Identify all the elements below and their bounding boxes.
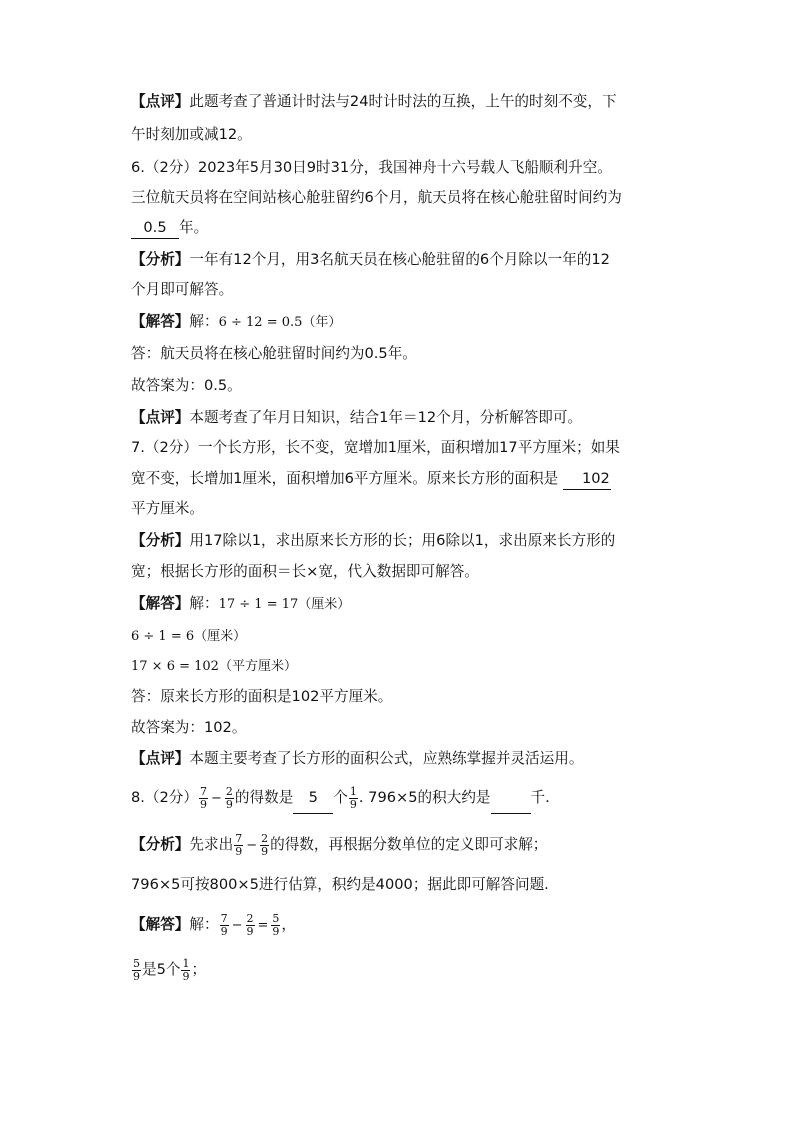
analysis-tag: 【分析】 [131,532,190,549]
comment-tag: 【点评】 [131,750,190,767]
q6-analysis-line-1 [131,250,610,270]
q6-comment: 本题考查了年月日知识，结合1年＝12个月，分析解答即可。 [189,409,583,426]
q5-comment-text-2: 午时刻加或减12。 [131,126,252,143]
analysis-tag: 【分析】 [131,836,190,853]
equals-sign: = [257,918,269,933]
q7-analysis-line-1 [131,531,615,551]
q8-solution-line [131,910,296,941]
q7-equation-1: 17 ÷ 1 = 17（厘米） [218,597,351,612]
q6-final-line [131,376,242,396]
q6-solution-line [131,312,341,333]
q8-last-unit-fraction: $\frac{1}{9}$ [182,956,190,983]
q8-solution-comma: ， [281,916,297,933]
q8-last-end: ； [191,961,207,978]
comment-tag: 【点评】 [131,409,190,426]
q7-equation-2: 6 ÷ 1 = 6（厘米） [131,629,247,644]
q8-analysis-text-2: 796×5可按800×5进行估算，积约是4000；据此即可解答问题. [131,876,549,893]
q7-solution-prefix: 解： [189,595,219,612]
q8-analysis-line-1 [131,830,547,861]
q7-analysis-text-1: 用17除以1，求出原来长方形的长；用6除以1，求出原来长方形的 [189,532,616,549]
q8-solution-fraction-7-9: $\frac{7}{9}$ [220,911,228,938]
q6-stem-text-2: 三位航天员将在空间站核心舱驻留约6个月，航天员将在核心舱驻留时间约为 [131,189,622,206]
q8-text-2: 个 [333,789,348,806]
minus-sign: − [211,791,222,806]
q5-comment-line-1 [131,92,617,112]
q8-unit-fraction: $\frac{1}{9}$ [349,784,357,811]
q6-solution-prefix: 解： [189,313,219,330]
q7-stem-text-1: 7.（2分）一个长方形，长不变，宽增加1厘米，面积增加17平方厘米；如果 [131,439,620,456]
q7-reply-line [131,687,392,707]
q6-reply: 答：航天员将在核心舱驻留时间约为0.5年。 [131,345,417,362]
q6-solution-equation: 6 ÷ 12 = 0.5（年） [218,315,342,330]
q7-stem-line-3 [131,499,204,519]
q8-solution-fraction-2-9: $\frac{2}{9}$ [246,911,254,938]
q7-reply: 答：原来长方形的面积是102平方厘米。 [131,688,393,705]
q7-stem-text-3: 平方厘米。 [131,500,204,517]
q8-text-3: . 796×5的积大约是 [358,789,491,806]
q8-last-fraction-5-9: $\frac{5}{9}$ [133,956,140,983]
q8-analysis-post: 的得数，再根据分数单位的定义即可求解； [270,836,548,853]
q7-stem-line-1 [131,438,620,458]
q8-analysis-fraction-2-9: $\frac{2}{9}$ [261,831,269,858]
q8-fraction-2-9: $\frac{2}{9}$ [225,784,233,811]
answer-tag: 【解答】 [131,313,190,330]
q7-final: 故答案为：102。 [131,719,247,736]
q7-equation-line-2 [131,626,246,647]
q8-last-text: 是5个 [142,961,181,978]
q5-comment-text-1: 此题考查了普通计时法与24时计时法的互换，上午的时刻不变，下 [189,93,617,110]
q6-stem-line-3 [131,218,208,239]
minus-sign: − [231,918,243,933]
q7-analysis-line-2 [131,562,479,582]
q7-comment-line [131,749,583,769]
q8-analysis-pre: 先求出 [189,836,234,853]
q5-comment-line-2 [131,125,252,145]
q8-text-4: 千. [530,789,550,806]
q6-stem-line-2 [131,188,622,208]
q8-last-line [131,955,206,985]
q7-equation-3: 17 × 6 = 102（平方厘米） [131,659,297,674]
analysis-tag: 【分析】 [131,251,190,268]
q6-unit: 年。 [179,219,209,236]
comment-tag: 【点评】 [131,93,190,110]
q7-equation-line-3 [131,656,297,677]
q8-analysis-line-2 [131,875,549,895]
q7-answer-blank: 102 [563,469,611,490]
q6-stem-line-1 [131,158,612,178]
q8-fraction-7-9: $\frac{7}{9}$ [200,784,207,811]
q7-stem-text-2: 宽不变，长增加1厘米，面积增加6平方厘米。原来长方形的面积是 [131,470,559,487]
q6-stem-text-1: 6.（2分）2023年5月30日9时31分，我国神舟十六号载人飞船顺利升空。 [131,159,612,176]
q8-answer-blank-1: 5 [293,783,333,814]
q7-final-line [131,718,246,738]
q6-final: 故答案为：0.5。 [131,377,242,394]
q8-prefix: 8.（2分） [131,789,198,806]
q7-solution-line [131,594,350,615]
q6-reply-line [131,344,417,364]
q6-comment-line [131,408,582,428]
q6-analysis-text-1: 一年有12个月，用3名航天员在核心舱驻留的6个月除以一年的12 [189,251,610,268]
q8-text-1: 的得数是 [234,789,294,806]
answer-tag: 【解答】 [131,595,190,612]
q7-analysis-text-2: 宽；根据长方形的面积＝长×宽，代入数据即可解答。 [131,563,479,580]
q8-result-fraction-5-9: $\frac{5}{9}$ [272,911,280,938]
q6-analysis-text-2: 个月即可解答。 [131,281,234,298]
q8-solution-prefix: 解： [189,916,219,933]
q6-analysis-line-2 [131,280,233,300]
q8-stem-line [131,783,550,814]
q6-answer-blank: 0.5 [131,218,179,239]
answer-tag: 【解答】 [131,916,190,933]
q8-analysis-fraction-7-9: $\frac{7}{9}$ [235,831,243,858]
q8-answer-blank-2 [491,783,531,814]
minus-sign: − [246,838,258,853]
q7-comment: 本题主要考查了长方形的面积公式，应熟练掌握并灵活运用。 [189,750,584,767]
q7-stem-line-2 [131,469,611,490]
